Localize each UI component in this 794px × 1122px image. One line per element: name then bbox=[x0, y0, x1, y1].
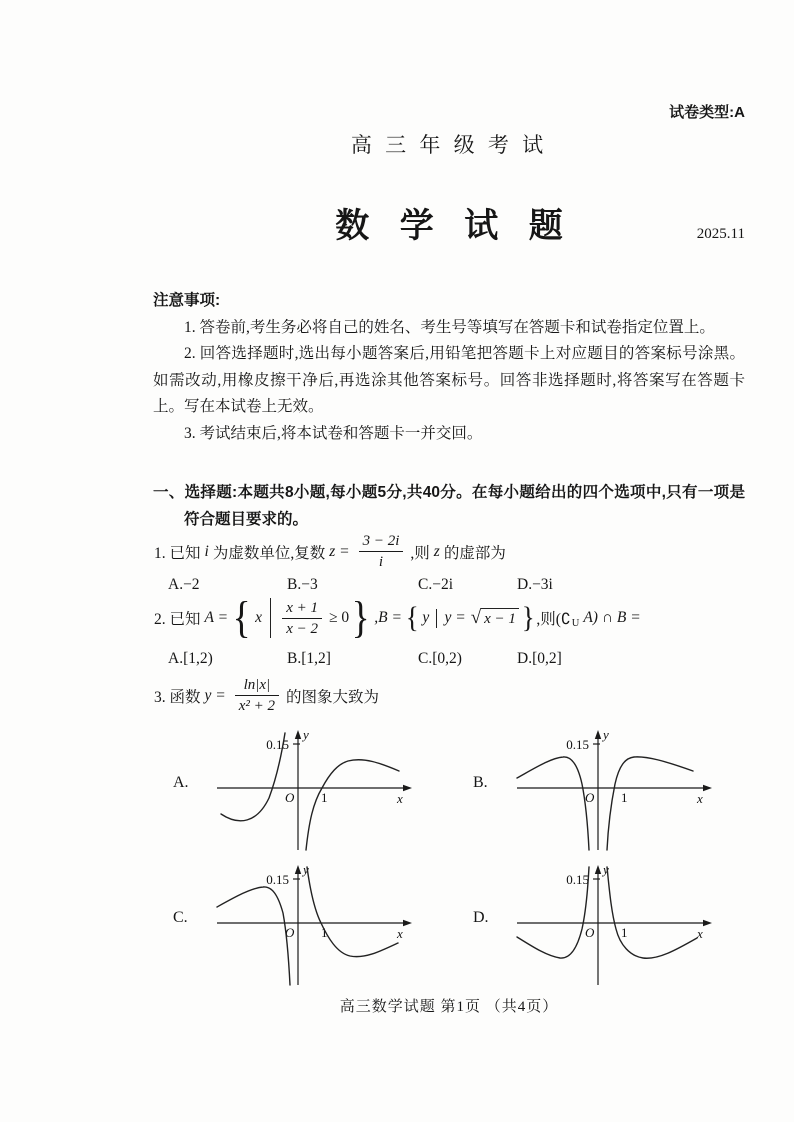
open-brace: { bbox=[232, 593, 251, 642]
fraction-numerator: 3 − 2i bbox=[359, 532, 404, 552]
graph-b-plot bbox=[503, 724, 723, 852]
q3-text: 3. 函数 bbox=[154, 688, 201, 706]
radical-sign: √ bbox=[470, 606, 482, 628]
q3-fraction bbox=[232, 676, 282, 715]
fraction-denominator: i bbox=[378, 554, 384, 570]
x-one-label: 1 bbox=[321, 925, 328, 940]
square-root bbox=[471, 608, 519, 629]
graph-b-label: B. bbox=[473, 774, 488, 791]
q2-options bbox=[153, 650, 745, 668]
q1-var-i: i bbox=[204, 542, 209, 560]
q1-option-d: D.−3i bbox=[517, 576, 553, 593]
x-axis-label: x bbox=[397, 926, 403, 941]
notice-section bbox=[153, 288, 745, 447]
q3-text: 的图象大致为 bbox=[286, 688, 380, 706]
q2-option-a: A.[1,2) bbox=[168, 650, 213, 667]
q1-options bbox=[153, 576, 745, 594]
set-divider-bar bbox=[270, 598, 271, 638]
q2-option-c: C.[0,2) bbox=[418, 650, 462, 667]
q1-text: 为虚数单位,复数 bbox=[212, 544, 326, 562]
notice-heading: 注意事项: bbox=[153, 292, 221, 309]
q2-var-x: x bbox=[255, 609, 263, 626]
graph-c-plot bbox=[203, 859, 423, 987]
graph-option-b bbox=[453, 724, 753, 853]
q2-var-y: y bbox=[422, 609, 430, 626]
question-2 bbox=[153, 593, 753, 642]
graph-d-plot bbox=[503, 859, 723, 987]
tick-label-015: 0.15 bbox=[266, 737, 289, 752]
x-one-label: 1 bbox=[621, 790, 628, 805]
exam-type-label: 试卷类型:A bbox=[669, 104, 745, 121]
notice-item-1: 1. 答卷前,考生务必将自己的姓名、考生号等填写在答题卡和试卷指定位置上。 bbox=[184, 318, 715, 336]
section-one-heading: 一、选择题:本题共8小题,每小题5分,共40分。在每小题给出的四个选项中,只有一项是符合题目要求的。 bbox=[153, 484, 745, 528]
exam-grade-title: 高 三 年 级 考 试 bbox=[350, 133, 548, 157]
q1-text: ,则 bbox=[410, 544, 430, 562]
notice-item-2: 2. 回答选择题时,选出每小题答案后,用铅笔把答题卡上对应题目的答案标号涂黑。如需改动,用橡皮擦干净后,再选涂其他答案标号。回答非选择题时,将答案写在答题卡上。写在本试卷上无效。 bbox=[153, 345, 745, 415]
q2-text: 2. 已知 bbox=[154, 611, 201, 628]
close-brace: } bbox=[521, 601, 535, 634]
q1-text: 1. 已知 bbox=[154, 544, 201, 562]
q2-a-equals: A = bbox=[204, 609, 229, 626]
graph-a-plot bbox=[203, 724, 423, 852]
notice-item-3: 3. 考试结束后,将本试卷和答题卡一并交回。 bbox=[184, 424, 483, 442]
graph-a-label: A. bbox=[173, 774, 189, 791]
graph-c-label: C. bbox=[173, 909, 188, 926]
origin-label: O bbox=[285, 925, 295, 940]
q2-fraction bbox=[279, 599, 325, 638]
q2-b-equals: ,B = bbox=[374, 609, 402, 626]
graph-option-a bbox=[153, 724, 453, 853]
x-one-label: 1 bbox=[321, 790, 328, 805]
close-brace: } bbox=[351, 593, 370, 642]
x-one-label: 1 bbox=[621, 925, 628, 940]
tick-label-015: 0.15 bbox=[566, 737, 589, 752]
x-axis-label: x bbox=[397, 791, 403, 806]
x-axis-label: x bbox=[697, 791, 703, 806]
graph-option-d bbox=[453, 859, 753, 988]
q1-var-z: z bbox=[433, 542, 440, 560]
q2-text: A) ∩ B = bbox=[583, 609, 641, 626]
q1-text: 的虚部为 bbox=[443, 544, 506, 562]
paper-title: 数 学 试 题 bbox=[335, 208, 574, 245]
q3-graph-options bbox=[153, 724, 753, 988]
y-axis-label: y bbox=[303, 727, 309, 742]
q3-y-equals: y = bbox=[204, 686, 226, 704]
q1-option-a: A.−2 bbox=[168, 576, 200, 593]
complement-subscript: U bbox=[571, 617, 580, 629]
y-axis-label: y bbox=[603, 727, 609, 742]
q2-text: ,则(∁ bbox=[536, 611, 571, 628]
question-3 bbox=[153, 676, 753, 715]
fraction-numerator: x + 1 bbox=[282, 599, 322, 619]
exam-date: 2025.11 bbox=[696, 226, 745, 242]
y-axis-label: y bbox=[303, 862, 309, 877]
tick-label-015: 0.15 bbox=[566, 872, 589, 887]
fraction-denominator: x² + 2 bbox=[238, 698, 276, 714]
origin-label: O bbox=[585, 925, 595, 940]
set-divider-bar bbox=[436, 609, 437, 628]
fraction-denominator: x − 2 bbox=[286, 620, 319, 637]
q2-option-d: D.[0,2] bbox=[517, 650, 562, 667]
radicand: x − 1 bbox=[481, 608, 519, 628]
open-brace: { bbox=[405, 601, 419, 634]
q2-geq: ≥ 0 bbox=[329, 609, 350, 626]
tick-label-015: 0.15 bbox=[266, 872, 289, 887]
page-footer: 高三数学试题 第1页 （共4页） bbox=[339, 999, 559, 1015]
q2-y-equals: y = bbox=[444, 609, 466, 626]
question-1 bbox=[153, 532, 753, 571]
q1-option-c: C.−2i bbox=[418, 576, 454, 593]
origin-label: O bbox=[585, 790, 595, 805]
fraction-numerator: ln|x| bbox=[235, 676, 279, 696]
y-axis-label: y bbox=[603, 862, 609, 877]
q1-fraction bbox=[356, 532, 407, 571]
q2-option-b: B.[1,2] bbox=[287, 650, 331, 667]
graph-d-label: D. bbox=[473, 909, 489, 926]
origin-label: O bbox=[285, 790, 295, 805]
graph-option-c bbox=[153, 859, 453, 988]
x-axis-label: x bbox=[697, 926, 703, 941]
q1-z-equals: z = bbox=[329, 542, 350, 560]
q1-option-b: B.−3 bbox=[287, 576, 318, 593]
